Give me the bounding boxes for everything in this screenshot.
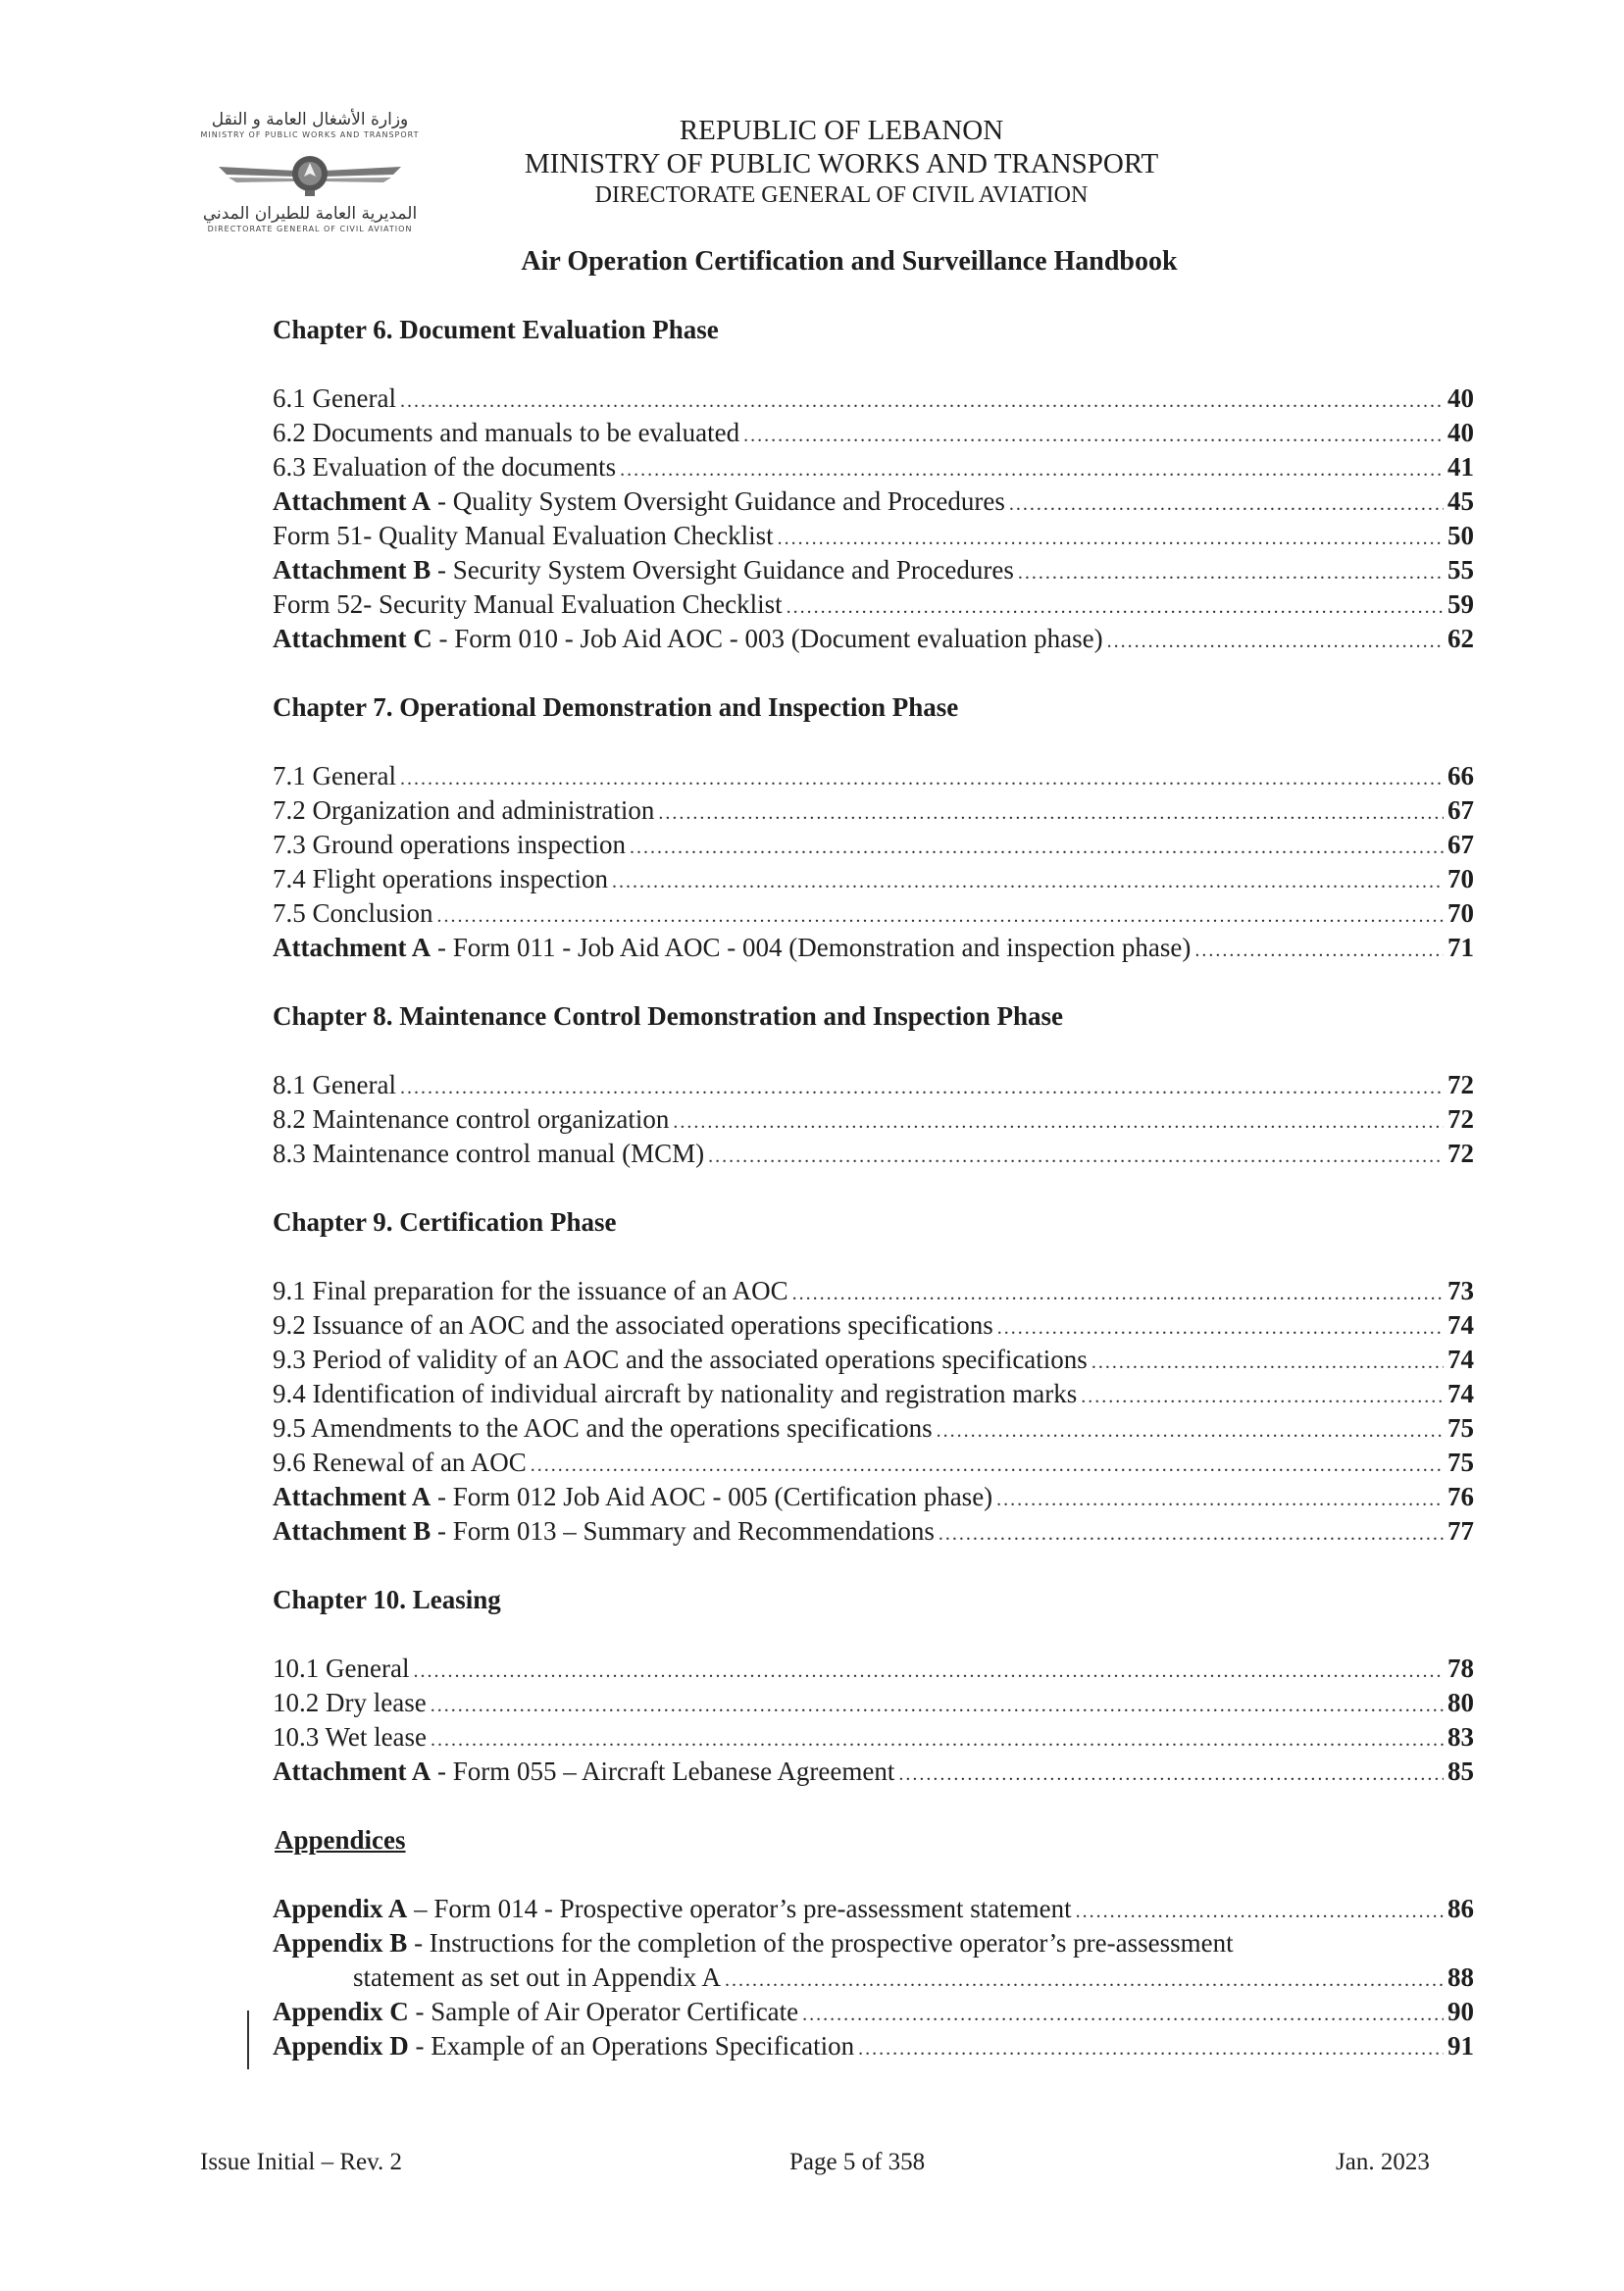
toc-page-number: 55 [1447, 555, 1474, 585]
toc-entry[interactable]: 8.2 Maintenance control organization ..... 72 [273, 1103, 1474, 1135]
toc-entry[interactable]: 9.4 Identification of individual aircraft by nationality and registration marks ..... 74 [273, 1378, 1474, 1409]
toc-page-number: 72 [1447, 1139, 1474, 1168]
toc-page-number: 76 [1447, 1482, 1474, 1511]
toc-entry[interactable]: 9.1 Final preparation for the issuance of an AOC ..... 73 [273, 1275, 1474, 1306]
toc-page-number: 67 [1447, 795, 1474, 825]
toc-entry-line[interactable]: Appendix B - Instructions for the completion of the prospective operator’s pre-assessment [273, 1928, 1234, 1958]
toc-entry[interactable]: Attachment B - Security System Oversight Guidance and Procedures ..... 55 [273, 554, 1474, 585]
chapter-heading: Chapter 8. Maintenance Control Demonstration and Inspection Phase [273, 1001, 1064, 1031]
header-ministry: MINISTRY OF PUBLIC WORKS AND TRANSPORT [524, 148, 1159, 179]
toc-entry[interactable]: 8.3 Maintenance control manual (MCM) ..... 72 [273, 1138, 1474, 1169]
wings-emblem-icon [217, 147, 403, 198]
header-directorate: DIRECTORATE GENERAL OF CIVIL AVIATION [594, 182, 1089, 208]
toc-entry[interactable]: statement as set out in Appendix A ..... 88 [273, 1961, 1474, 1993]
chapter-heading: Chapter 6. Document Evaluation Phase [273, 315, 719, 344]
toc-page-number: 75 [1447, 1413, 1474, 1443]
toc-page-number: 83 [1447, 1722, 1474, 1752]
toc-page-number: 75 [1447, 1448, 1474, 1477]
toc-entry[interactable]: 9.5 Amendments to the AOC and the operations specifications ..... 75 [273, 1412, 1474, 1444]
header-republic: REPUBLIC OF LEBANON [679, 115, 1004, 146]
toc-entry[interactable]: Attachment A - Form 055 – Aircraft Lebanese Agreement ..... 85 [273, 1756, 1474, 1787]
toc-entry[interactable]: 6.3 Evaluation of the documents ..... 41 [273, 451, 1474, 483]
toc-entry[interactable]: 7.4 Flight operations inspection ..... 70 [273, 863, 1474, 894]
dgca-logo [173, 110, 447, 257]
logo-arabic-top: وزارة الأشغال العامة و النقل [211, 110, 409, 129]
toc-page-number: 45 [1447, 486, 1474, 516]
logo-arabic-bottom: المديرية العامة للطيران المدني [202, 204, 418, 224]
toc-entry[interactable]: Attachment A - Form 011 - Job Aid AOC - 004 (Demonstration and inspection phase) ..... 71 [273, 932, 1474, 963]
toc-page-number: 67 [1447, 830, 1474, 859]
toc-entry[interactable]: 6.1 General ..... 40 [273, 382, 1474, 414]
chapter-heading: Chapter 7. Operational Demonstration and Inspection Phase [273, 692, 959, 722]
toc-entry[interactable]: 7.5 Conclusion ..... 70 [273, 897, 1474, 929]
toc-page-number: 41 [1447, 452, 1474, 482]
toc-entry[interactable]: Attachment A - Quality System Oversight Guidance and Procedures ..... 45 [273, 485, 1474, 517]
toc-page-number: 71 [1447, 933, 1474, 962]
toc-page-number: 72 [1447, 1070, 1474, 1099]
toc-page-number: 74 [1447, 1379, 1474, 1408]
appendices-heading: Appendices [275, 1825, 406, 1855]
toc-entry[interactable]: 7.2 Organization and administration ..... 67 [273, 794, 1474, 826]
toc-page-number: 78 [1447, 1654, 1474, 1683]
toc-page-number: 86 [1447, 1894, 1474, 1923]
toc-page-number: 73 [1447, 1276, 1474, 1305]
toc-entry[interactable]: 9.2 Issuance of an AOC and the associated operations specifications ..... 74 [273, 1309, 1474, 1341]
toc-entry[interactable]: 8.1 General ..... 72 [273, 1069, 1474, 1100]
toc-entry[interactable]: Appendix A – Form 014 - Prospective operator’s pre-assessment statement ..... 86 [273, 1893, 1474, 1924]
document-header [459, 114, 1224, 210]
toc-page-number: 40 [1447, 383, 1474, 413]
toc-entry[interactable]: 10.2 Dry lease ..... 80 [273, 1687, 1474, 1718]
toc-page-number: 40 [1447, 418, 1474, 447]
toc-page-number: 77 [1447, 1516, 1474, 1546]
toc-page-number: 72 [1447, 1104, 1474, 1134]
toc-page-number: 50 [1447, 521, 1474, 550]
toc-page-number: 91 [1447, 2031, 1474, 2061]
toc-page-number: 88 [1447, 1962, 1474, 1992]
toc-page-number: 80 [1447, 1688, 1474, 1717]
toc-page-number: 59 [1447, 589, 1474, 619]
toc-entry[interactable]: 9.3 Period of validity of an AOC and the associated operations specifications ..... 74 [273, 1344, 1474, 1375]
toc-page-number: 70 [1447, 864, 1474, 893]
toc-entry[interactable]: 6.2 Documents and manuals to be evaluated ..... 40 [273, 417, 1474, 448]
revision-bar [247, 2011, 249, 2069]
toc-page-number: 62 [1447, 624, 1474, 653]
toc-entry[interactable]: 7.3 Ground operations inspection ..... 67 [273, 829, 1474, 860]
toc-page-number: 90 [1447, 1997, 1474, 2026]
chapter-heading: Chapter 10. Leasing [273, 1585, 501, 1614]
footer-issue: Issue Initial – Rev. 2 [200, 2149, 402, 2175]
toc-entry[interactable]: Appendix C - Sample of Air Operator Certificate ..... 90 [273, 1996, 1474, 2027]
toc-entry[interactable]: 10.3 Wet lease ..... 83 [273, 1721, 1474, 1753]
logo-english-top: MINISTRY OF PUBLIC WORKS AND TRANSPORT [200, 130, 420, 139]
logo-english-bottom: DIRECTORATE GENERAL OF CIVIL AVIATION [207, 225, 413, 233]
toc-page-number: 74 [1447, 1345, 1474, 1374]
toc-entry[interactable]: 9.6 Renewal of an AOC ..... 75 [273, 1447, 1474, 1478]
toc-entry[interactable]: 7.1 General ..... 66 [273, 760, 1474, 791]
toc-entry[interactable]: 10.1 General ..... 78 [273, 1653, 1474, 1684]
toc-page-number: 70 [1447, 898, 1474, 928]
toc-page-number: 66 [1447, 761, 1474, 790]
toc-page-number: 85 [1447, 1756, 1474, 1786]
handbook-title: Air Operation Certification and Surveillance Handbook [521, 246, 1178, 277]
toc-entry[interactable]: Attachment B - Form 013 – Summary and Recommendations ..... 77 [273, 1515, 1474, 1547]
footer-date: Jan. 2023 [1336, 2149, 1430, 2175]
toc-entry[interactable]: Form 52- Security Manual Evaluation Checklist ..... 59 [273, 588, 1474, 620]
toc-entry[interactable]: Attachment C - Form 010 - Job Aid AOC - 003 (Document evaluation phase) ..... 62 [273, 623, 1474, 654]
toc-entry[interactable]: Attachment A - Form 012 Job Aid AOC - 005 (Certification phase) ..... 76 [273, 1481, 1474, 1512]
toc-page-number: 74 [1447, 1310, 1474, 1340]
footer-page-number: Page 5 of 358 [789, 2149, 926, 2175]
toc-entry[interactable]: Form 51- Quality Manual Evaluation Checklist ..... 50 [273, 520, 1474, 551]
chapter-heading: Chapter 9. Certification Phase [273, 1207, 617, 1237]
toc-entry[interactable]: Appendix D - Example of an Operations Specification ..... 91 [273, 2030, 1474, 2062]
